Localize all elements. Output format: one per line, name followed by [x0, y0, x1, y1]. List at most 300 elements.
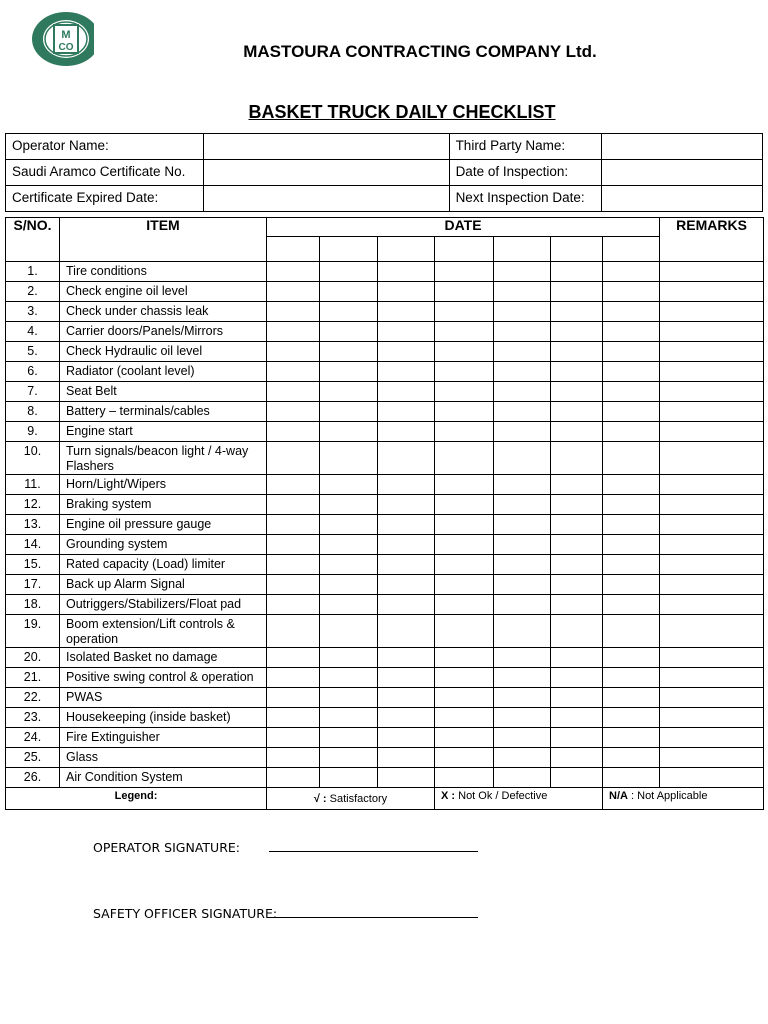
- date-check-cell[interactable]: [603, 648, 660, 668]
- header-row: [6, 218, 764, 237]
- remarks-cell[interactable]: [660, 342, 764, 362]
- date-column-cell[interactable]: [551, 237, 603, 262]
- date-check-cell[interactable]: [435, 748, 494, 768]
- row-item-label: Check engine oil level: [60, 282, 267, 302]
- date-check-cell[interactable]: [494, 495, 551, 515]
- row-item-label: Glass: [60, 748, 267, 768]
- date-check-cell[interactable]: [551, 282, 603, 302]
- date-check-cell[interactable]: [267, 648, 320, 668]
- date-check-cell[interactable]: [603, 362, 660, 382]
- row-item-label: Braking system: [60, 495, 267, 515]
- date-check-cell[interactable]: [320, 262, 378, 282]
- date-check-cell[interactable]: [320, 748, 378, 768]
- checklist-row: [6, 535, 764, 555]
- date-check-cell[interactable]: [435, 648, 494, 668]
- row-item-label: Radiator (coolant level): [60, 362, 267, 382]
- date-check-cell[interactable]: [435, 768, 494, 788]
- row-item-label: Fire Extinguisher: [60, 728, 267, 748]
- checklist-row: [6, 495, 764, 515]
- date-check-cell[interactable]: [603, 422, 660, 442]
- date-check-cell[interactable]: [267, 708, 320, 728]
- legend-row: [6, 788, 764, 810]
- date-check-cell[interactable]: [267, 575, 320, 595]
- row-number: 7.: [6, 382, 60, 402]
- date-check-cell[interactable]: [320, 728, 378, 748]
- date-check-cell[interactable]: [494, 422, 551, 442]
- date-check-cell[interactable]: [551, 475, 603, 495]
- date-check-cell[interactable]: [267, 495, 320, 515]
- row-number: 13.: [6, 515, 60, 535]
- certificate-expired-field[interactable]: [204, 186, 449, 212]
- date-check-cell[interactable]: [494, 688, 551, 708]
- operator-name-field[interactable]: [204, 134, 449, 160]
- date-check-cell[interactable]: [267, 515, 320, 535]
- date-check-cell[interactable]: [551, 322, 603, 342]
- date-check-cell[interactable]: [435, 688, 494, 708]
- date-check-cell[interactable]: [320, 688, 378, 708]
- date-check-cell[interactable]: [494, 402, 551, 422]
- date-check-cell[interactable]: [267, 422, 320, 442]
- svg-text:CO: CO: [58, 42, 74, 53]
- date-check-cell[interactable]: [267, 668, 320, 688]
- document-title: BASKET TRUCK DAILY CHECKLIST: [248, 102, 556, 122]
- checklist-row: [6, 768, 764, 788]
- date-check-cell[interactable]: [603, 668, 660, 688]
- remarks-cell[interactable]: [660, 615, 764, 648]
- date-check-cell[interactable]: [320, 595, 378, 615]
- date-check-cell[interactable]: [378, 495, 435, 515]
- date-check-cell[interactable]: [435, 302, 494, 322]
- remarks-cell[interactable]: [660, 708, 764, 728]
- date-column-cell[interactable]: [494, 237, 551, 262]
- row-item-label: Turn signals/beacon light / 4-way Flashers: [60, 442, 267, 475]
- remarks-cell[interactable]: [660, 575, 764, 595]
- checklist-row: [6, 668, 764, 688]
- date-check-cell[interactable]: [494, 535, 551, 555]
- date-check-cell[interactable]: [551, 555, 603, 575]
- remarks-cell[interactable]: [660, 748, 764, 768]
- date-check-cell[interactable]: [435, 515, 494, 535]
- row-number: 23.: [6, 708, 60, 728]
- third-party-field[interactable]: [601, 134, 762, 160]
- date-check-cell[interactable]: [603, 728, 660, 748]
- date-check-cell[interactable]: [267, 382, 320, 402]
- row-number: 6.: [6, 362, 60, 382]
- date-check-cell[interactable]: [267, 615, 320, 648]
- date-check-cell[interactable]: [494, 262, 551, 282]
- company-name: MASTOURA CONTRACTING COMPANY Ltd.: [243, 42, 597, 61]
- date-check-cell[interactable]: [551, 768, 603, 788]
- checklist-row: [6, 615, 764, 648]
- date-check-cell[interactable]: [551, 515, 603, 535]
- remarks-cell[interactable]: [660, 768, 764, 788]
- date-check-cell[interactable]: [494, 575, 551, 595]
- date-check-cell[interactable]: [603, 555, 660, 575]
- date-check-cell[interactable]: [603, 402, 660, 422]
- date-check-cell[interactable]: [378, 768, 435, 788]
- date-check-cell[interactable]: [378, 575, 435, 595]
- checklist-row: [6, 302, 764, 322]
- date-check-cell[interactable]: [551, 575, 603, 595]
- row-number: 26.: [6, 768, 60, 788]
- checklist-table: [5, 217, 764, 810]
- legend-na-symbol: N/A: [609, 790, 628, 802]
- date-check-cell[interactable]: [494, 668, 551, 688]
- date-check-cell[interactable]: [603, 615, 660, 648]
- date-check-cell[interactable]: [320, 495, 378, 515]
- date-check-cell[interactable]: [378, 342, 435, 362]
- date-check-cell[interactable]: [551, 688, 603, 708]
- date-check-cell[interactable]: [551, 535, 603, 555]
- date-check-cell[interactable]: [603, 495, 660, 515]
- date-check-cell[interactable]: [320, 668, 378, 688]
- date-check-cell[interactable]: [494, 768, 551, 788]
- date-check-cell[interactable]: [435, 668, 494, 688]
- date-check-cell[interactable]: [551, 362, 603, 382]
- date-check-cell[interactable]: [551, 342, 603, 362]
- date-check-cell[interactable]: [378, 728, 435, 748]
- date-check-cell[interactable]: [378, 668, 435, 688]
- date-check-cell[interactable]: [320, 422, 378, 442]
- remarks-cell[interactable]: [660, 362, 764, 382]
- inspection-date-field[interactable]: [601, 160, 762, 186]
- date-check-cell[interactable]: [435, 708, 494, 728]
- checklist-row: [6, 422, 764, 442]
- date-check-cell[interactable]: [494, 615, 551, 648]
- date-column-cell[interactable]: [320, 237, 378, 262]
- date-check-cell[interactable]: [267, 302, 320, 322]
- date-check-cell[interactable]: [494, 708, 551, 728]
- checklist-row: [6, 748, 764, 768]
- date-check-cell[interactable]: [378, 422, 435, 442]
- date-check-cell[interactable]: [320, 535, 378, 555]
- date-check-cell[interactable]: [603, 515, 660, 535]
- date-check-cell[interactable]: [320, 442, 378, 475]
- date-check-cell[interactable]: [267, 768, 320, 788]
- date-check-cell[interactable]: [320, 768, 378, 788]
- date-check-cell[interactable]: [494, 555, 551, 575]
- date-check-cell[interactable]: [435, 495, 494, 515]
- date-check-cell[interactable]: [378, 402, 435, 422]
- date-check-cell[interactable]: [435, 555, 494, 575]
- date-check-cell[interactable]: [378, 648, 435, 668]
- row-item-label: Engine oil pressure gauge: [60, 515, 267, 535]
- date-check-cell[interactable]: [320, 342, 378, 362]
- date-check-cell[interactable]: [551, 615, 603, 648]
- date-check-cell[interactable]: [435, 422, 494, 442]
- remarks-cell[interactable]: [660, 668, 764, 688]
- date-check-cell[interactable]: [267, 535, 320, 555]
- date-check-cell[interactable]: [320, 475, 378, 495]
- remarks-cell[interactable]: [660, 422, 764, 442]
- date-check-cell[interactable]: [494, 442, 551, 475]
- checklist-row: [6, 728, 764, 748]
- remarks-cell[interactable]: [660, 595, 764, 615]
- certificate-no-field[interactable]: [204, 160, 449, 186]
- date-check-cell[interactable]: [494, 382, 551, 402]
- checklist-row: [6, 515, 764, 535]
- operator-signature-line[interactable]: [269, 851, 478, 852]
- legend-not-ok-text: Not Ok / Defective: [455, 790, 548, 802]
- date-check-cell[interactable]: [320, 615, 378, 648]
- date-check-cell[interactable]: [378, 382, 435, 402]
- info-row: [6, 134, 763, 160]
- date-check-cell[interactable]: [603, 322, 660, 342]
- row-item-label: Outriggers/Stabilizers/Float pad: [60, 595, 267, 615]
- date-check-cell[interactable]: [378, 615, 435, 648]
- checklist-row: [6, 282, 764, 302]
- date-check-cell[interactable]: [320, 515, 378, 535]
- date-check-cell[interactable]: [435, 342, 494, 362]
- date-check-cell[interactable]: [378, 688, 435, 708]
- date-check-cell[interactable]: [551, 648, 603, 668]
- date-check-cell[interactable]: [435, 262, 494, 282]
- row-item-label: Positive swing control & operation: [60, 668, 267, 688]
- date-check-cell[interactable]: [378, 595, 435, 615]
- date-check-cell[interactable]: [320, 362, 378, 382]
- legend-na-text: : Not Applicable: [627, 790, 708, 802]
- row-item-label: Isolated Basket no damage: [60, 648, 267, 668]
- remarks-cell[interactable]: [660, 495, 764, 515]
- remarks-cell[interactable]: [660, 302, 764, 322]
- row-number: 12.: [6, 495, 60, 515]
- date-check-cell[interactable]: [378, 475, 435, 495]
- checklist-row: [6, 648, 764, 668]
- date-check-cell[interactable]: [494, 475, 551, 495]
- date-check-cell[interactable]: [378, 748, 435, 768]
- svg-text:M: M: [61, 29, 71, 41]
- checklist-row: [6, 575, 764, 595]
- certificate-expired-label: Certificate Expired Date:: [6, 186, 204, 212]
- date-check-cell[interactable]: [551, 262, 603, 282]
- date-check-cell[interactable]: [378, 708, 435, 728]
- date-check-cell[interactable]: [494, 322, 551, 342]
- date-check-cell[interactable]: [320, 402, 378, 422]
- date-check-cell[interactable]: [551, 708, 603, 728]
- row-number: 1.: [6, 262, 60, 282]
- row-item-label: Engine start: [60, 422, 267, 442]
- row-number: 9.: [6, 422, 60, 442]
- date-check-cell[interactable]: [603, 342, 660, 362]
- date-check-cell[interactable]: [267, 748, 320, 768]
- date-check-cell[interactable]: [551, 668, 603, 688]
- date-check-cell[interactable]: [603, 282, 660, 302]
- next-inspection-field[interactable]: [601, 186, 762, 212]
- date-check-cell[interactable]: [435, 322, 494, 342]
- safety-officer-signature-line[interactable]: [269, 917, 478, 918]
- date-check-cell[interactable]: [551, 422, 603, 442]
- remarks-header: REMARKS: [660, 218, 764, 262]
- date-check-cell[interactable]: [603, 748, 660, 768]
- remarks-cell[interactable]: [660, 648, 764, 668]
- remarks-cell[interactable]: [660, 688, 764, 708]
- remarks-cell[interactable]: [660, 282, 764, 302]
- date-check-cell[interactable]: [435, 382, 494, 402]
- date-check-cell[interactable]: [267, 322, 320, 342]
- row-item-label: Housekeeping (inside basket): [60, 708, 267, 728]
- date-check-cell[interactable]: [320, 382, 378, 402]
- date-check-cell[interactable]: [320, 322, 378, 342]
- date-check-cell[interactable]: [603, 475, 660, 495]
- date-check-cell[interactable]: [267, 362, 320, 382]
- date-check-cell[interactable]: [603, 302, 660, 322]
- date-check-cell[interactable]: [378, 322, 435, 342]
- date-check-cell[interactable]: [494, 362, 551, 382]
- date-check-cell[interactable]: [378, 535, 435, 555]
- row-number: 25.: [6, 748, 60, 768]
- date-column-cell[interactable]: [267, 237, 320, 262]
- remarks-cell[interactable]: [660, 475, 764, 495]
- legend-satisfactory: [267, 788, 435, 810]
- date-check-cell[interactable]: [320, 555, 378, 575]
- date-column-cell[interactable]: [378, 237, 435, 262]
- row-number: 3.: [6, 302, 60, 322]
- date-check-cell[interactable]: [551, 402, 603, 422]
- row-number: 17.: [6, 575, 60, 595]
- date-check-cell[interactable]: [435, 282, 494, 302]
- checklist-row: [6, 688, 764, 708]
- check-mark-icon: √ :: [313, 793, 327, 805]
- operator-signature-label: OPERATOR SIGNATURE:: [93, 840, 240, 855]
- cross-mark-icon: X :: [441, 790, 456, 802]
- date-check-cell[interactable]: [551, 748, 603, 768]
- remarks-cell[interactable]: [660, 382, 764, 402]
- checklist-row: [6, 708, 764, 728]
- row-number: 15.: [6, 555, 60, 575]
- row-item-label: PWAS: [60, 688, 267, 708]
- date-check-cell[interactable]: [320, 282, 378, 302]
- row-number: 20.: [6, 648, 60, 668]
- row-number: 5.: [6, 342, 60, 362]
- date-check-cell[interactable]: [267, 442, 320, 475]
- date-check-cell[interactable]: [378, 555, 435, 575]
- date-check-cell[interactable]: [435, 595, 494, 615]
- date-check-cell[interactable]: [603, 535, 660, 555]
- date-check-cell[interactable]: [494, 515, 551, 535]
- remarks-cell[interactable]: [660, 442, 764, 475]
- item-header: ITEM: [60, 218, 267, 262]
- date-check-cell[interactable]: [267, 595, 320, 615]
- date-check-cell[interactable]: [320, 302, 378, 322]
- date-check-cell[interactable]: [603, 768, 660, 788]
- date-check-cell[interactable]: [267, 688, 320, 708]
- date-check-cell[interactable]: [267, 402, 320, 422]
- row-item-label: Horn/Light/Wipers: [60, 475, 267, 495]
- date-check-cell[interactable]: [494, 595, 551, 615]
- date-check-cell[interactable]: [378, 515, 435, 535]
- row-number: 18.: [6, 595, 60, 615]
- legend-label: Legend:: [6, 788, 267, 810]
- date-check-cell[interactable]: [267, 555, 320, 575]
- row-number: 4.: [6, 322, 60, 342]
- remarks-cell[interactable]: [660, 262, 764, 282]
- row-number: 24.: [6, 728, 60, 748]
- date-check-cell[interactable]: [435, 728, 494, 748]
- date-column-cell[interactable]: [603, 237, 660, 262]
- date-check-cell[interactable]: [435, 362, 494, 382]
- date-check-cell[interactable]: [603, 708, 660, 728]
- date-check-cell[interactable]: [494, 302, 551, 322]
- date-check-cell[interactable]: [603, 442, 660, 475]
- date-check-cell[interactable]: [320, 708, 378, 728]
- date-check-cell[interactable]: [551, 728, 603, 748]
- date-check-cell[interactable]: [378, 442, 435, 475]
- checklist-row: [6, 362, 764, 382]
- date-check-cell[interactable]: [435, 535, 494, 555]
- info-row: [6, 160, 763, 186]
- row-number: 8.: [6, 402, 60, 422]
- row-item-label: Check Hydraulic oil level: [60, 342, 267, 362]
- row-number: 10.: [6, 442, 60, 475]
- sno-header: S/NO.: [6, 218, 60, 262]
- date-check-cell[interactable]: [320, 648, 378, 668]
- row-item-label: Battery – terminals/cables: [60, 402, 267, 422]
- date-check-cell[interactable]: [551, 382, 603, 402]
- date-check-cell[interactable]: [551, 595, 603, 615]
- date-column-cell[interactable]: [435, 237, 494, 262]
- checklist-row: [6, 442, 764, 475]
- date-check-cell[interactable]: [603, 262, 660, 282]
- date-check-cell[interactable]: [494, 648, 551, 668]
- certificate-no-label: Saudi Aramco Certificate No.: [6, 160, 204, 186]
- row-number: 11.: [6, 475, 60, 495]
- next-inspection-label: Next Inspection Date:: [449, 186, 601, 212]
- date-check-cell[interactable]: [494, 342, 551, 362]
- date-check-cell[interactable]: [378, 302, 435, 322]
- remarks-cell[interactable]: [660, 322, 764, 342]
- operator-name-label: Operator Name:: [6, 134, 204, 160]
- date-check-cell[interactable]: [435, 575, 494, 595]
- remarks-cell[interactable]: [660, 555, 764, 575]
- date-check-cell[interactable]: [494, 728, 551, 748]
- date-check-cell[interactable]: [267, 728, 320, 748]
- row-number: 19.: [6, 615, 60, 648]
- remarks-cell[interactable]: [660, 515, 764, 535]
- checklist-row: [6, 322, 764, 342]
- safety-officer-signature-label: SAFETY OFFICER SIGNATURE:: [93, 906, 278, 921]
- info-row: [6, 186, 763, 212]
- date-check-cell[interactable]: [435, 475, 494, 495]
- remarks-cell[interactable]: [660, 728, 764, 748]
- date-check-cell[interactable]: [267, 475, 320, 495]
- date-check-cell[interactable]: [378, 282, 435, 302]
- date-check-cell[interactable]: [603, 595, 660, 615]
- remarks-cell[interactable]: [660, 535, 764, 555]
- date-check-cell[interactable]: [320, 575, 378, 595]
- date-check-cell[interactable]: [603, 575, 660, 595]
- legend-satisfactory-text: Satisfactory: [326, 793, 388, 805]
- date-check-cell[interactable]: [494, 748, 551, 768]
- date-check-cell[interactable]: [551, 302, 603, 322]
- date-check-cell[interactable]: [603, 382, 660, 402]
- date-check-cell[interactable]: [551, 442, 603, 475]
- date-check-cell[interactable]: [378, 262, 435, 282]
- date-check-cell[interactable]: [435, 615, 494, 648]
- date-check-cell[interactable]: [267, 342, 320, 362]
- date-check-cell[interactable]: [551, 495, 603, 515]
- row-number: 21.: [6, 668, 60, 688]
- date-check-cell[interactable]: [435, 402, 494, 422]
- date-check-cell[interactable]: [267, 282, 320, 302]
- date-check-cell[interactable]: [267, 262, 320, 282]
- date-header: DATE: [267, 218, 660, 237]
- date-check-cell[interactable]: [494, 282, 551, 302]
- checklist-row: [6, 555, 764, 575]
- date-check-cell[interactable]: [603, 688, 660, 708]
- date-check-cell[interactable]: [378, 362, 435, 382]
- remarks-cell[interactable]: [660, 402, 764, 422]
- date-check-cell[interactable]: [435, 442, 494, 475]
